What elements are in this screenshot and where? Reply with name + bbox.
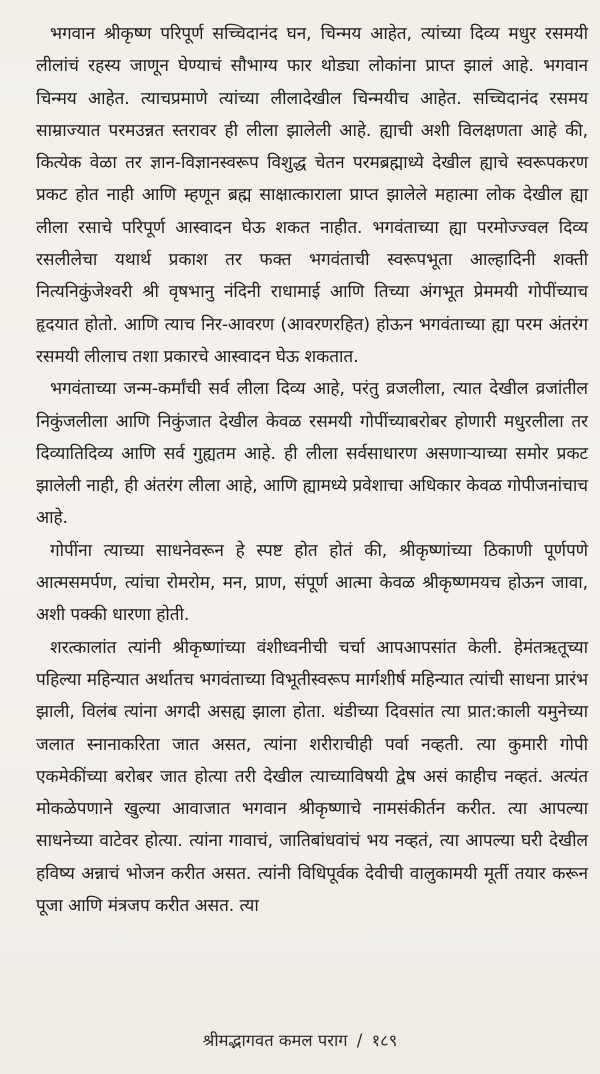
page-body bbox=[36, 18, 588, 922]
paragraph-4: शरत्कालांत त्यांनी श्रीकृष्णांच्या वंशीध्वनीची चर्चा आपआपसांत केली. हेमंतऋतूच्या पहिल्या महिन्यात अर्थातच भगवंताच्या विभूतीस्वरूप मार्गशीर्ष महिन्यात त्यांची साधना प्रारंभ झाली, विलंब त्यांना अगदी असह्य झाला होता. थंडीच्या दिवसांत त्या प्रात:काली यमुनेच्या जलात स्नानाकरिता जात असत, त्यांना शरीराचीही पर्वा नव्हती. त्या कुमारी गोपी एकमेकींच्या बरोबर जात होत्या तरी देखील त्याच्याविषयी द्वेष असं काहीच नव्हतं. अत्यंत मोकळेपणाने खुल्या आवाजात भगवान श्रीकृष्णाचे नामसंकीर्तन करीत. त्या आपल्या साधनेच्या वाटेवर होत्या. त्यांना गावाचं, जातिबांधवांचं भय नव्हतं, त्या आपल्या घरी देखील हविष्य अन्नाचं भोजन करीत असत. त्यांनी विधिपूर्वक देवीची वालुकामयी मूर्ती तयार करून पूजा आणि मंत्रजप करीत असत. त्या bbox=[36, 637, 589, 917]
paragraph-1: भगवान श्रीकृष्ण परिपूर्ण सच्चिदानंद घन, चिन्मय आहेत, त्यांच्या दिव्य मधुर रसमयी लीलांचं रहस्य जाणून घेण्याचं सौभाग्य फार थोड्या लोकांना प्राप्त झालं आहे. भगवान चिन्मय आहेत. त्याचप्रमाणे त्यांच्या लीलादेखील चिन्मयीच आहेत. सच्चिदानंद रसमय साम्राज्यात परमउन्नत स्तरावर ही लीला झालेली आहे. ह्याची अशी विलक्षणता आहे की, कित्येक वेळा तर ज्ञान-विज्ञानस्वरूप विशुद्ध चेतन परमब्रह्माध्ये देखील ह्याचे स्वरूपकरण प्रकट होत नाही आणि म्हणून ब्रह्म साक्षात्काराला प्राप्त झालेले महात्मा लोक देखील ह्या लीला रसाचे परिपूर्ण आस्वादन घेऊ शकत नाहीत. भगवंताच्या ह्या परमोज्ज्वल दिव्य रसलीलेचा यथार्थ प्रकाश तर फक्त भगवंताची स्वरूपभूता आल्हादिनी शक्ती नित्यनिकुंजेश्वरी श्री वृषभानु नंदिनी राधामाई आणि तिच्या अंगभूत प्रेममयी गोपींच्याच हृदयात होतो. आणि त्याच निर-आवरण (आवरणरहित) होऊन भगवंताच्या ह्या परम अंतरंग रसमयी लीलाच तशा प्रकारचे आस्वादन घेऊ शकतात. bbox=[36, 24, 588, 367]
paragraph-3: गोपींना त्याच्या साधनेवरून हे स्पष्ट होत होतं की, श्रीकृष्णांच्या ठिकाणी पूर्णपणे आत्मसमर्पण, त्यांचा रोमरोम, मन, प्राण, संपूर्ण आत्मा केवळ श्रीकृष्णमयच होऊन जावा, अशी पक्की धारणा होती. bbox=[36, 540, 588, 626]
paragraph-2: भगवंताच्या जन्म-कर्मांची सर्व लीला दिव्य आहे, परंतु व्रजलीला, त्यात देखील व्रजांतील निकुंजलीला आणि निकुंजात देखील केवळ रसमयी गोपींच्याबरोबर होणारी मधुरलीला तर दिव्यातिदिव्य आणि सर्व गुह्यतम आहे. ही लीला सर्वसाधारण असणाऱ्याच्या समोर प्रकट झालेली नाही, ही अंतरंग लीला आहे, आणि ह्यामध्ये प्रवेशाचा अधिकार केवळ गोपीजनांचाच आहे. bbox=[36, 379, 588, 529]
footer-separator: / bbox=[356, 1031, 363, 1050]
footer-book-title: श्रीमद्भागवत कमल पराग bbox=[202, 1031, 348, 1050]
page-footer bbox=[0, 1028, 600, 1051]
footer-page-number: १८९ bbox=[371, 1031, 398, 1050]
